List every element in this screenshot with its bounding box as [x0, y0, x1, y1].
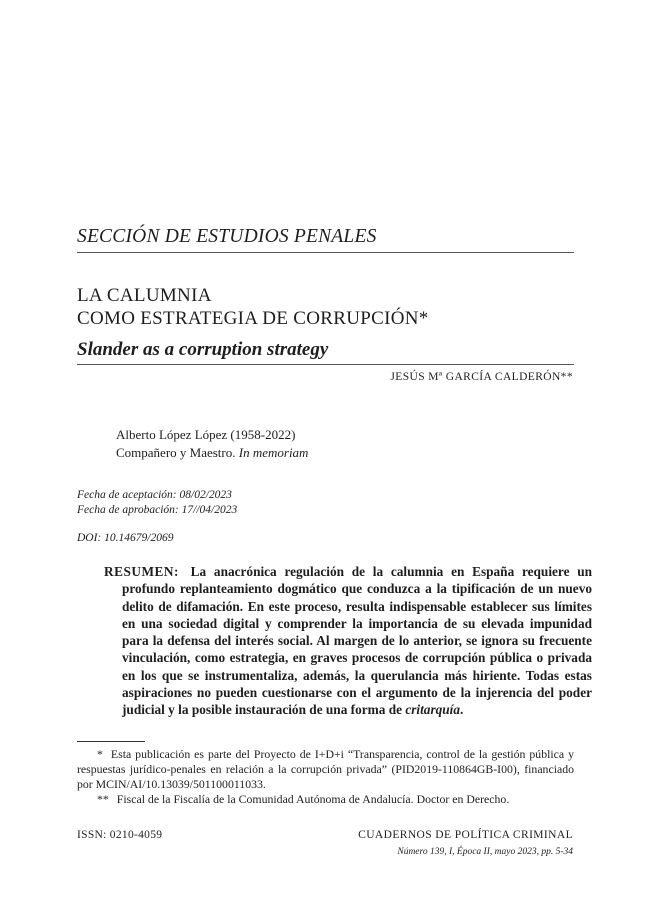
dedication-prefix: Compañero y Maestro.	[116, 445, 239, 460]
doi: DOI: 10.14679/2069	[77, 532, 174, 544]
abstract-italic-term: critarquía	[405, 702, 461, 718]
title-line-1: LA CALUMNIA	[77, 285, 212, 306]
footnote-1	[77, 747, 574, 792]
acceptance-date: Fecha de aceptación: 08/02/2023	[77, 489, 232, 501]
footnote-rule	[77, 741, 145, 742]
abstract-end: .	[460, 702, 464, 718]
footnote-1-text: Esta publicación es parte del Proyecto de I+D+i “Transparencia, control de la gestión pública y respuestas jurídico-penales en relación a la corrupción privada” (PID2019-110864GB-I00), financiado por MCIN/AI/10.13039/501100011033.	[77, 747, 574, 791]
issn: ISSN: 0210-4059	[77, 829, 163, 841]
abstract-text: La anacrónica regulación de la calumnia en España requiere un profundo replanteamiento dogmático que conduzca a la tipificación de un nuevo delito de difamación. En este proceso, resulta indispensable establecer sus límites en una sociedad digital y comprender la importancia de su elevada impunidad para la defensa del interés social. Al margen de lo anterior, se ignora su frecuente vinculación, como estrategia, en graves procesos de corrupción pública o privada en los que se instrumentaliza, además, la querulancia más hiriente. Todas estas aspiraciones no pueden cuestionarse con el argumento de la injerencia del poder judicial y la posible instauración de una forma de	[122, 564, 593, 718]
abstract-label: RESUMEN:	[104, 564, 179, 579]
article-subtitle: Slander as a corruption strategy	[77, 339, 329, 360]
dates-block	[77, 488, 237, 518]
issue-info: Número 139, I, Época II, mayo 2023, pp. 5-34	[397, 847, 573, 857]
dedication-in-memoriam: In memoriam	[238, 445, 309, 460]
footnote-2-mark: **	[97, 792, 109, 806]
dedication-line-2	[116, 444, 308, 462]
footnote-2	[77, 792, 574, 807]
approval-date: Fecha de aprobación: 17//04/2023	[77, 504, 238, 516]
footnote-2-text: Fiscal de la Fiscalía de la Comunidad Autónoma de Andalucía. Doctor en Derecho.	[116, 792, 510, 806]
footnotes	[77, 747, 574, 807]
dedication	[116, 426, 308, 462]
journal-name: CUADERNOS DE POLÍTICA CRIMINAL	[358, 829, 573, 841]
abstract	[104, 563, 592, 719]
footnote-1-mark: *	[97, 747, 103, 761]
section-rule	[77, 252, 574, 253]
author-name: JESÚS Mª GARCÍA CALDERÓN**	[390, 371, 573, 383]
title-line-2: COMO ESTRATEGIA DE CORRUPCIÓN*	[77, 308, 429, 329]
article-title	[77, 284, 429, 330]
subtitle-rule	[77, 364, 574, 365]
section-heading: SECCIÓN DE ESTUDIOS PENALES	[77, 226, 377, 247]
dedication-line-1: Alberto López López (1958-2022)	[116, 427, 296, 442]
